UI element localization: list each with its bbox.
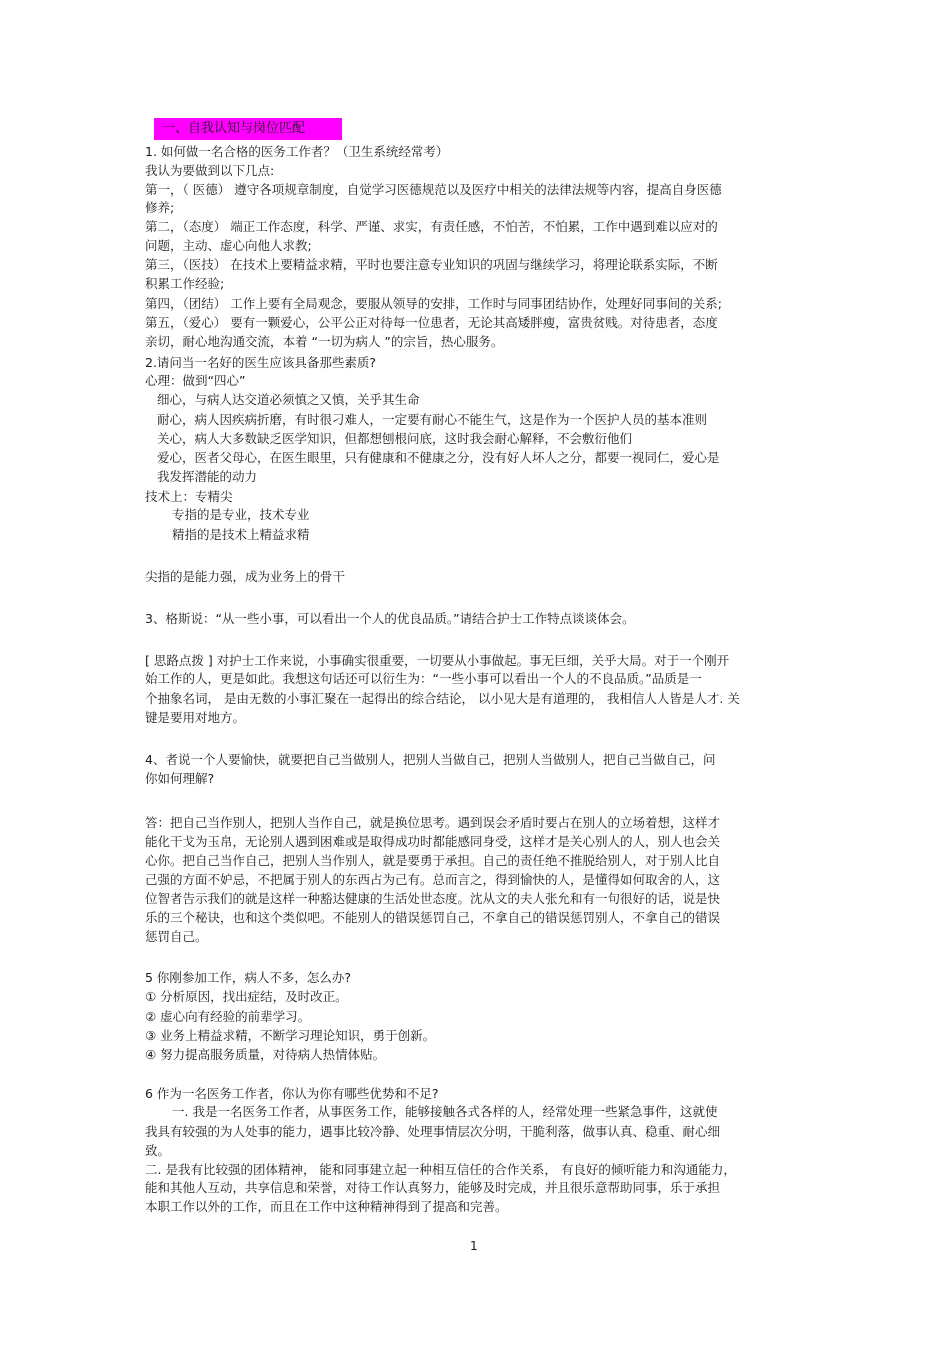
text-line: 尖指的是能力强，成为业务上的骨干 [145, 569, 346, 584]
page-number: 1 [470, 1239, 478, 1253]
text-line: 一. 我是一名医务工作者，从事医务工作，能够接触各式各样的人，经常处理一些紧急事件，这就使 [172, 1104, 718, 1119]
text-line: 第一，（ 医德） 遵守各项规章制度，自觉学习医德规范以及医疗中相关的法律法规等内容，提高自身医德 [145, 182, 722, 197]
text-line: 致。 [145, 1143, 171, 1158]
text-line: 亲切，耐心地沟通交流，本着 “一切为病人 ”的宗旨，热心服务。 [145, 334, 504, 349]
text-line: 第二，（态度） 端正工作态度，科学、严谨、求实，有责任感，不怕苦，不怕累，工作中遇到难以应对的 [145, 219, 718, 234]
section-heading-highlight [154, 118, 342, 140]
text-line: 第五，（爱心） 要有一颗爱心，公平公正对待每一位患者，无论其高矮胖瘦，富贵贫贱。对待患者，态度 [145, 315, 718, 330]
text-line: ③ 业务上精益求精，不断学习理论知识，勇于创新。 [145, 1028, 436, 1043]
text-line: ② 虚心向有经验的前辈学习。 [145, 1009, 311, 1024]
text-line: 始工作的人，更是如此。我想这句话还可以衍生为：“一些小事可以看出一个人的不良品质。”品质是一 [145, 671, 702, 686]
section-heading: 一、自我认知与岗位匹配 [162, 121, 306, 136]
text-line: 惩罚自己。 [145, 929, 208, 944]
text-line: 1. 如何做一名合格的医务工作者？（卫生系统经常考） [145, 144, 449, 159]
text-line: 细心，与病人达交道必须慎之又慎，关乎其生命 [157, 392, 420, 407]
text-line: 耐心，病人因疾病折磨，有时很刁难人，一定要有耐心不能生气，这是作为一个医护人员的基本准则 [157, 412, 708, 427]
text-line: 第三，（医技） 在技术上要精益求精，平时也要注意专业知识的巩固与继续学习，将理论联系实际，不断 [145, 257, 718, 272]
text-line: 能和其他人互动，共享信息和荣誉，对待工作认真努力，能够及时完成，并且很乐意帮助同事，乐于承担 [145, 1180, 721, 1195]
text-line: 4、者说一个人要愉快，就要把自己当做别人，把别人当做自己，把别人当做别人，把自己当做自己，问 [145, 752, 716, 767]
text-line: [ 思路点拨 ] 对护士工作来说，小事确实很重要，一切要从小事做起。事无巨细，关乎大局。对于一个刚开 [145, 653, 730, 668]
text-line: 5 你刚参加工作，病人不多，怎么办? [145, 970, 352, 985]
text-line: 关心，病人大多数缺乏医学知识，但都想刨根问底，这时我会耐心解释，不会敷衍他们 [157, 431, 633, 446]
text-line: 能化干戈为玉帛，无论别人遇到困难或是取得成功时都能感同身受，这样才是关心别人的人，别人也会关 [145, 834, 721, 849]
text-line: 第四，（团结） 工作上要有全局观念，要服从领导的安排，工作时与同事团结协作，处理好同事间的关系; [145, 296, 722, 311]
text-line: 3、格斯说：“从一些小事，可以看出一个人的优良品质。”请结合护士工作特点谈谈体会。 [145, 611, 635, 626]
text-line: 我具有较强的为人处事的能力，遇事比较冷静、处理事情层次分明，干脆利落，做事认真、稳重、耐心细 [145, 1124, 721, 1139]
text-line: 2.请问当一名好的医生应该具备那些素质? [145, 355, 377, 370]
text-line: 问题，主动、虚心向他人求教; [145, 238, 312, 253]
text-line: 己强的方面不妒忌，不把属于别人的东西占为己有。总而言之，得到愉快的人，是懂得如何取舍的人，这 [145, 872, 721, 887]
text-line: 爱心，医者父母心，在医生眼里，只有健康和不健康之分，没有好人坏人之分，都要一视同仁，爱心是 [157, 450, 720, 465]
text-line: 技术上：专精尖 [145, 489, 233, 504]
text-line: 专指的是专业，技术专业 [172, 507, 310, 522]
text-line: 本职工作以外的工作，而且在工作中这种精神得到了提高和完善。 [145, 1199, 508, 1214]
text-line: 6 作为一名医务工作者，你认为你有哪些优势和不足? [145, 1086, 439, 1101]
text-line: 精指的是技术上精益求精 [172, 527, 310, 542]
text-line: 个抽象名词， 是由无数的小事汇聚在一起得出的综合结论， 以小见大是有道理的， 我相信人人皆是人才. 关 [145, 691, 740, 706]
text-line: 二. 是我有比较强的团体精神， 能和同事建立起一种相互信任的合作关系， 有良好的倾听能力和沟通能力， [145, 1162, 736, 1177]
text-line: 答：把自己当作别人，把别人当作自己，就是换位思考。遇到误会矛盾时要占在别人的立场着想，这样才 [145, 815, 721, 830]
text-line: 位智者告示我们的就是这样一种豁达健康的生活处世态度。沈从文的夫人张允和有一句很好的话，说是快 [145, 891, 721, 906]
text-line: 心你。把自己当作自己，把别人当作别人，就是要勇于承担。自己的责任绝不推脱给别人，对于别人比自 [145, 853, 721, 868]
text-line: 我发挥潜能的动力 [157, 469, 258, 484]
text-line: 键是要用对地方。 [145, 710, 246, 725]
text-line: 修养; [145, 200, 175, 215]
text-line: ④ 努力提高服务质量，对待病人热情体贴。 [145, 1047, 386, 1062]
text-line: 积累工作经验; [145, 276, 225, 291]
text-line: 乐的三个秘诀，也和这个类似吧。不能别人的错误惩罚自己，不拿自己的错误惩罚别人，不拿自己的错误 [145, 910, 721, 925]
text-line: 我认为要做到以下几点: [145, 163, 275, 178]
text-line: 心理：做到“四心” [145, 373, 246, 388]
text-line: 你如何理解? [145, 771, 215, 786]
text-line: ① 分析原因，找出症结，及时改正。 [145, 989, 348, 1004]
